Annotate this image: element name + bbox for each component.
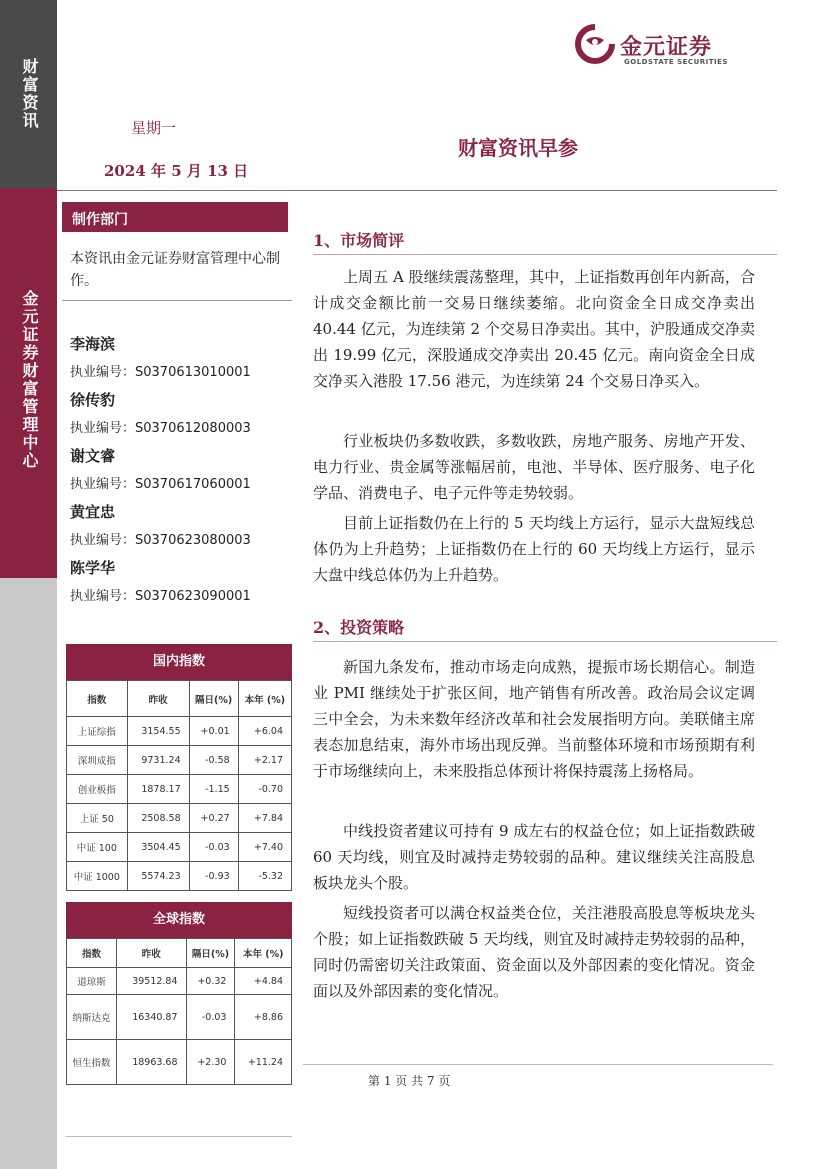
daily-change-cell: +0.32 xyxy=(186,968,235,995)
footer-left-divider xyxy=(66,1136,292,1137)
index-name-cell: 恒生指数 xyxy=(67,1040,117,1085)
ytd-change-cell: +2.17 xyxy=(238,746,291,775)
analyst-id: 执业编号：S0370612080003 xyxy=(70,421,251,436)
daily-change-cell: -0.58 xyxy=(189,746,238,775)
logo-name: 金元证券 xyxy=(620,35,713,60)
analyst-id: 执业编号：S0370617060001 xyxy=(70,477,251,492)
section-divider xyxy=(313,254,777,255)
table-row xyxy=(67,804,292,833)
ytd-change-cell: -5.32 xyxy=(238,862,291,891)
table-header-row xyxy=(67,681,292,717)
column-header: 隔日(%) xyxy=(186,939,235,968)
analyst-name: 谢文睿 xyxy=(70,447,116,465)
close-cell: 39512.84 xyxy=(116,968,186,995)
ytd-change-cell: -0.70 xyxy=(238,775,291,804)
section-title: 2、投资策略 xyxy=(313,618,405,637)
analyst-name: 徐传豹 xyxy=(70,391,116,409)
analyst-id: 执业编号：S0370613010001 xyxy=(70,365,251,380)
daily-change-cell: +0.01 xyxy=(189,717,238,746)
column-header: 本年 (%) xyxy=(238,681,291,717)
daily-change-cell: +0.27 xyxy=(189,804,238,833)
sidebar-band-bottom xyxy=(0,578,57,1169)
index-name-cell: 上证综指 xyxy=(67,717,128,746)
paragraph: 新国九条发布，推动市场走向成熟，提振市场长期信心。制造业 PMI 继续处于扩张区间，地产销售有所改善。政治局会议定调三中全会，为未来数年经济改革和社会发展指明方向。美联储主席表态加息结束，海外市场出现反弹。当前整体环境和市场预期有利于市场继续向上，未来股指总体预计将保持震荡上扬格局。 xyxy=(313,658,755,780)
ytd-change-cell: +6.04 xyxy=(238,717,291,746)
analyst-id: 执业编号：S0370623080003 xyxy=(70,533,251,548)
close-cell: 2508.58 xyxy=(127,804,189,833)
daily-change-cell: -0.03 xyxy=(186,995,235,1040)
table-header-row xyxy=(67,939,292,968)
index-name-cell: 道琼斯 xyxy=(67,968,117,995)
analyst-id: 执业编号：S0370623090001 xyxy=(70,589,251,604)
department-description: 本资讯由金元证券财富管理中心制作。 xyxy=(70,251,280,289)
table-row xyxy=(67,717,292,746)
table-row xyxy=(67,775,292,804)
analyst-name: 黄宜忠 xyxy=(70,503,116,521)
global-index-title: 全球指数 xyxy=(66,902,292,938)
ytd-change-cell: +8.86 xyxy=(235,995,292,1040)
table-row xyxy=(67,968,292,995)
ytd-change-cell: +7.84 xyxy=(238,804,291,833)
global-index-table xyxy=(66,902,292,1085)
section-title: 1、市场简评 xyxy=(313,231,405,250)
sidebar-top-label: 财富资讯 xyxy=(20,58,39,130)
index-name-cell: 深圳成指 xyxy=(67,746,128,775)
close-cell: 3154.55 xyxy=(127,717,189,746)
index-name-cell: 中证 1000 xyxy=(67,862,128,891)
report-title: 财富资讯早参 xyxy=(458,136,578,160)
table-row xyxy=(67,746,292,775)
analyst-name: 李海滨 xyxy=(70,335,116,353)
close-cell: 16340.87 xyxy=(116,995,186,1040)
global-index-grid xyxy=(66,938,292,1085)
paragraph: 短线投资者可以满仓权益类仓位，关注港股高股息等板块龙头个股；如上证指数跌破 5 天均线，则宜及时减持走势较弱的品种，同时仍需密切关注政策面、资金面以及外部因素的变化情况。资金面以及外部因素的变化情况。 xyxy=(313,904,755,1000)
logo-subtitle: GOLDSTATE SECURITIES xyxy=(624,58,728,66)
column-header: 指数 xyxy=(67,939,117,968)
close-cell: 1878.17 xyxy=(127,775,189,804)
domestic-index-table xyxy=(66,644,292,891)
daily-change-cell: +2.30 xyxy=(186,1040,235,1085)
table-row xyxy=(67,995,292,1040)
column-header: 隔日(%) xyxy=(189,681,238,717)
daily-change-cell: -0.93 xyxy=(189,862,238,891)
weekday: 星期一 xyxy=(131,119,177,137)
ytd-change-cell: +11.24 xyxy=(235,1040,292,1085)
section-divider xyxy=(313,641,777,642)
close-cell: 5574.23 xyxy=(127,862,189,891)
index-name-cell: 创业板指 xyxy=(67,775,128,804)
paragraph: 目前上证指数仍在上行的 5 天均线上方运行，显示大盘短线总体仍为上升趋势；上证指数仍在上行的 60 天均线上方运行，显示大盘中线总体仍为上升趋势。 xyxy=(313,514,755,584)
department-label: 制作部门 xyxy=(72,212,128,228)
table-row xyxy=(67,833,292,862)
report-date: 2024 年 5 月 13 日 xyxy=(104,162,249,180)
department-divider xyxy=(62,300,292,301)
column-header: 本年 (%) xyxy=(235,939,292,968)
domestic-index-title: 国内指数 xyxy=(66,644,292,680)
column-header: 昨收 xyxy=(127,681,189,717)
close-cell: 9731.24 xyxy=(127,746,189,775)
paragraph: 中线投资者建议可持有 9 成左右的权益仓位；如上证指数跌破 60 天均线，则宜及时减持走势较弱的品种。建议继续关注高股息板块龙头个股。 xyxy=(313,822,755,892)
close-cell: 18963.68 xyxy=(116,1040,186,1085)
page-number: 第 1 页 共 7 页 xyxy=(368,1074,451,1088)
table-row xyxy=(67,1040,292,1085)
table-row xyxy=(67,862,292,891)
column-header: 指数 xyxy=(67,681,128,717)
index-name-cell: 中证 100 xyxy=(67,833,128,862)
header-divider xyxy=(57,190,777,191)
paragraph: 上周五 A 股继续震荡整理，其中，上证指数再创年内新高，合计成交金额比前一交易日继续萎缩。北向资金全日成交净卖出 40.44 亿元，为连续第 2 个交易日净卖出。其中，沪股通成交净卖出 19.99 亿元，深股通成交净卖出 20.45 亿元。南向资金全日成交净买入港股 17.56 港元，为连续第 24 个交易日净买入。 xyxy=(313,268,755,390)
close-cell: 3504.45 xyxy=(127,833,189,862)
index-name-cell: 纳斯达克 xyxy=(67,995,117,1040)
column-header: 昨收 xyxy=(116,939,186,968)
daily-change-cell: -0.03 xyxy=(189,833,238,862)
footer-divider xyxy=(303,1064,773,1065)
daily-change-cell: -1.15 xyxy=(189,775,238,804)
paragraph: 行业板块仍多数收跌，多数收跌，房地产服务、房地产开发、电力行业、贵金属等涨幅居前，电池、半导体、医疗服务、电子化学品、消费电子、电子元件等走势较弱。 xyxy=(313,432,755,502)
company-logo-icon xyxy=(575,24,615,64)
sidebar-middle-label: 金元证券财富管理中心 xyxy=(20,290,39,470)
ytd-change-cell: +4.84 xyxy=(235,968,292,995)
ytd-change-cell: +7.40 xyxy=(238,833,291,862)
domestic-index-grid xyxy=(66,680,292,891)
index-name-cell: 上证 50 xyxy=(67,804,128,833)
analyst-name: 陈学华 xyxy=(70,559,116,577)
